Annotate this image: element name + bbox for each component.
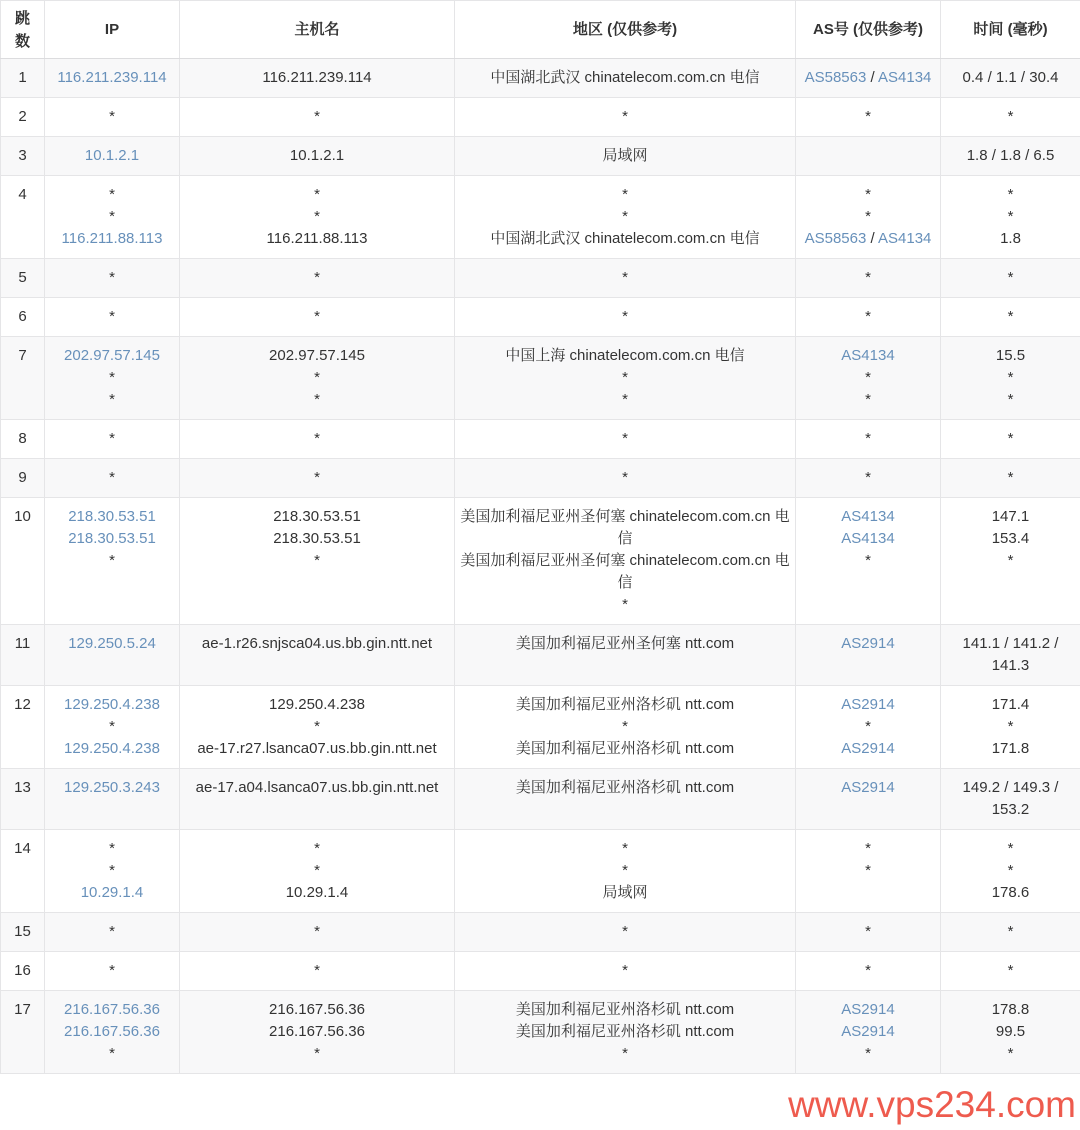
time-cell: [941, 137, 1080, 176]
as-cell: [796, 420, 941, 459]
ip-cell: [45, 176, 180, 259]
cell-text: 15.5: [995, 347, 1026, 364]
region-cell: [455, 59, 796, 98]
region-cell: [455, 830, 796, 913]
as-link[interactable]: AS2914: [841, 696, 895, 713]
time-cell: [941, 259, 1080, 298]
region-cell: [455, 625, 796, 686]
cell-text: *: [314, 269, 320, 286]
hop-cell: 10: [1, 498, 45, 625]
as-link[interactable]: AS4134: [841, 347, 895, 364]
table-row: [1, 420, 1080, 459]
region-cell: [455, 913, 796, 952]
cell-text: *: [622, 962, 628, 979]
hop-cell: 14: [1, 830, 45, 913]
as-link[interactable]: AS4134: [878, 230, 932, 247]
hostname-cell: [180, 176, 455, 259]
cell-text: *: [109, 840, 115, 857]
cell-text: *: [865, 718, 871, 735]
as-cell: [796, 298, 941, 337]
cell-text: 116.211.88.113: [266, 230, 368, 247]
time-cell: [941, 420, 1080, 459]
ip-cell: [45, 952, 180, 991]
cell-text: *: [1007, 840, 1014, 857]
ip-cell: [45, 625, 180, 686]
region-cell: [455, 952, 796, 991]
col-header-region: 地区 (仅供参考): [455, 1, 796, 59]
cell-text: *: [865, 1045, 871, 1062]
table-row: [1, 625, 1080, 686]
ip-link[interactable]: 129.250.3.243: [64, 779, 160, 796]
as-cell: [796, 830, 941, 913]
cell-text: ae-17.a04.lsanca07.us.bb.gin.ntt.net: [195, 779, 439, 796]
cell-text: *: [865, 391, 871, 408]
cell-text: 美国加利福尼亚州圣何塞 chinatelecom.com.cn 电信: [460, 508, 790, 547]
cell-text: *: [1007, 308, 1014, 325]
cell-text: *: [865, 862, 871, 879]
cell-text: *: [1007, 923, 1014, 940]
col-header-hop: 跳数: [1, 1, 45, 59]
cell-text: *: [865, 962, 871, 979]
cell-text: 中国湖北武汉 chinatelecom.com.cn 电信: [490, 69, 760, 86]
cell-text: 218.30.53.51: [273, 530, 361, 547]
time-cell: [941, 298, 1080, 337]
cell-text: *: [865, 208, 871, 225]
cell-text: 美国加利福尼亚州洛杉矶 ntt.com: [515, 696, 735, 713]
as-link[interactable]: AS2914: [841, 635, 895, 652]
as-link[interactable]: AS2914: [841, 1023, 895, 1040]
cell-text: *: [622, 718, 628, 735]
cell-text: *: [1007, 108, 1014, 125]
hostname-cell: [180, 98, 455, 137]
hop-cell: 15: [1, 913, 45, 952]
col-header-ip: IP: [45, 1, 180, 59]
ip-link[interactable]: 218.30.53.51: [68, 508, 156, 525]
as-link[interactable]: AS58563: [804, 69, 867, 86]
cell-text: *: [314, 1045, 320, 1062]
hostname-cell: [180, 137, 455, 176]
cell-text: *: [1007, 962, 1014, 979]
ip-cell: [45, 59, 180, 98]
ip-link[interactable]: 116.211.239.114: [57, 69, 167, 86]
watermark-text: www.vps234.com: [788, 1084, 1076, 1125]
cell-text: 153.4: [991, 530, 1030, 547]
table-row: [1, 259, 1080, 298]
as-cell: [796, 259, 941, 298]
cell-text: *: [622, 430, 628, 447]
ip-cell: [45, 498, 180, 625]
cell-text: 202.97.57.145: [269, 347, 365, 364]
col-header-hostname: 主机名: [180, 1, 455, 59]
ip-cell: [45, 769, 180, 830]
cell-text: 1.8 / 1.8 / 6.5: [966, 147, 1055, 164]
cell-text: *: [622, 208, 628, 225]
cell-text: 149.2 / 149.3 / 153.2: [962, 779, 1059, 818]
cell-text: *: [314, 718, 320, 735]
cell-text: *: [865, 308, 871, 325]
table-row: [1, 498, 1080, 625]
cell-text: 216.167.56.36: [269, 1023, 365, 1040]
cell-text: *: [865, 108, 871, 125]
ip-cell: [45, 991, 180, 1074]
cell-text: *: [865, 269, 871, 286]
as-link[interactable]: AS2914: [841, 740, 895, 757]
region-cell: [455, 337, 796, 420]
as-cell: [796, 176, 941, 259]
ip-cell: [45, 259, 180, 298]
cell-text: *: [622, 269, 628, 286]
ip-link[interactable]: 10.1.2.1: [84, 147, 140, 164]
cell-text: *: [109, 269, 115, 286]
table-row: [1, 59, 1080, 98]
cell-text: *: [1007, 1045, 1014, 1062]
cell-text: *: [314, 862, 320, 879]
cell-text: *: [109, 552, 115, 569]
col-header-time: 时间 (毫秒): [941, 1, 1080, 59]
as-cell: [796, 137, 941, 176]
as-cell: [796, 625, 941, 686]
ip-cell: [45, 830, 180, 913]
cell-text: *: [314, 186, 320, 203]
as-cell: [796, 459, 941, 498]
hostname-cell: [180, 59, 455, 98]
region-cell: [455, 769, 796, 830]
ip-cell: [45, 686, 180, 769]
hostname-cell: [180, 686, 455, 769]
cell-text: *: [622, 1045, 628, 1062]
hop-cell: 12: [1, 686, 45, 769]
cell-text: *: [865, 186, 871, 203]
hop-cell: 13: [1, 769, 45, 830]
cell-text: 99.5: [995, 1023, 1026, 1040]
time-cell: [941, 498, 1080, 625]
cell-text: *: [865, 923, 871, 940]
traceroute-rows: [1, 59, 1080, 1074]
cell-text: *: [314, 469, 320, 486]
table-row: [1, 459, 1080, 498]
as-link[interactable]: AS4134: [878, 69, 932, 86]
cell-text: 178.6: [991, 884, 1030, 901]
cell-text: 美国加利福尼亚州洛杉矶 ntt.com: [515, 1001, 735, 1018]
cell-text: *: [622, 840, 628, 857]
cell-text: *: [109, 208, 115, 225]
cell-text: *: [314, 369, 320, 386]
as-cell: [796, 952, 941, 991]
cell-text: ae-1.r26.snjsca04.us.bb.gin.ntt.net: [201, 635, 433, 652]
cell-text: *: [865, 430, 871, 447]
hop-cell: 6: [1, 298, 45, 337]
cell-text: *: [622, 108, 628, 125]
ip-link[interactable]: 218.30.53.51: [68, 530, 156, 547]
hostname-cell: [180, 830, 455, 913]
as-cell: [796, 498, 941, 625]
cell-text: *: [622, 391, 628, 408]
hop-cell: 7: [1, 337, 45, 420]
cell-text: *: [1007, 269, 1014, 286]
time-cell: [941, 337, 1080, 420]
col-header-asn: AS号 (仅供参考): [796, 1, 941, 59]
header-row: [1, 1, 1080, 59]
cell-text: *: [314, 391, 320, 408]
as-cell: [796, 913, 941, 952]
region-cell: [455, 298, 796, 337]
cell-text: /: [866, 69, 879, 86]
cell-text: *: [622, 596, 628, 613]
cell-text: *: [109, 718, 115, 735]
cell-text: *: [1007, 430, 1014, 447]
cell-text: 中国上海 chinatelecom.com.cn 电信: [505, 347, 745, 364]
cell-text: 中国湖北武汉 chinatelecom.com.cn 电信: [490, 230, 760, 247]
region-cell: [455, 420, 796, 459]
hostname-cell: [180, 298, 455, 337]
ip-link[interactable]: 129.250.4.238: [64, 696, 160, 713]
cell-text: ae-17.r27.lsanca07.us.bb.gin.ntt.net: [197, 740, 437, 757]
region-cell: [455, 498, 796, 625]
ip-cell: [45, 137, 180, 176]
cell-text: *: [1007, 718, 1014, 735]
hop-cell: 9: [1, 459, 45, 498]
hostname-cell: [180, 913, 455, 952]
cell-text: *: [109, 369, 115, 386]
cell-text: *: [314, 552, 320, 569]
cell-text: *: [109, 391, 115, 408]
ip-cell: [45, 98, 180, 137]
cell-text: /: [866, 230, 879, 247]
hostname-cell: [180, 337, 455, 420]
region-cell: [455, 176, 796, 259]
hostname-cell: [180, 459, 455, 498]
as-cell: [796, 98, 941, 137]
as-cell: [796, 991, 941, 1074]
time-cell: [941, 98, 1080, 137]
hop-cell: 1: [1, 59, 45, 98]
cell-text: *: [109, 862, 115, 879]
ip-cell: [45, 420, 180, 459]
cell-text: *: [1007, 862, 1014, 879]
cell-text: *: [865, 369, 871, 386]
cell-text: *: [109, 1045, 115, 1062]
table-row: [1, 952, 1080, 991]
ip-cell: [45, 459, 180, 498]
ip-link[interactable]: 10.29.1.4: [80, 884, 144, 901]
table-row: [1, 137, 1080, 176]
cell-text: *: [622, 186, 628, 203]
ip-cell: [45, 337, 180, 420]
cell-text: *: [1007, 469, 1014, 486]
cell-text: *: [314, 208, 320, 225]
cell-text: *: [314, 430, 320, 447]
cell-text: 局域网: [602, 884, 648, 901]
cell-text: *: [109, 430, 115, 447]
cell-text: *: [622, 469, 628, 486]
table-row: [1, 769, 1080, 830]
ip-link[interactable]: 116.211.88.113: [61, 230, 163, 247]
time-cell: [941, 769, 1080, 830]
ip-link[interactable]: 216.167.56.36: [64, 1023, 160, 1040]
cell-text: 171.4: [991, 696, 1030, 713]
table-row: [1, 298, 1080, 337]
ip-cell: [45, 913, 180, 952]
time-cell: [941, 59, 1080, 98]
cell-text: 美国加利福尼亚州圣何塞 ntt.com: [515, 635, 735, 652]
cell-text: *: [1007, 208, 1014, 225]
hostname-cell: [180, 769, 455, 830]
cell-text: *: [1007, 369, 1014, 386]
cell-text: *: [865, 840, 871, 857]
time-cell: [941, 952, 1080, 991]
hop-cell: 3: [1, 137, 45, 176]
cell-text: *: [109, 108, 115, 125]
as-link[interactable]: AS58563: [804, 230, 867, 247]
hop-cell: 16: [1, 952, 45, 991]
cell-text: 0.4 / 1.1 / 30.4: [962, 69, 1059, 86]
hop-cell: 11: [1, 625, 45, 686]
as-cell: [796, 337, 941, 420]
cell-text: *: [622, 862, 628, 879]
hostname-cell: [180, 625, 455, 686]
ip-link[interactable]: 129.250.4.238: [64, 740, 160, 757]
cell-text: 美国加利福尼亚州洛杉矶 ntt.com: [515, 1023, 735, 1040]
hop-cell: 4: [1, 176, 45, 259]
cell-text: 1.8: [1000, 230, 1021, 247]
ip-cell: [45, 298, 180, 337]
cell-text: *: [865, 469, 871, 486]
table-header: [1, 1, 1080, 59]
as-link[interactable]: AS2914: [841, 779, 895, 796]
hop-cell: 17: [1, 991, 45, 1074]
cell-text: 局域网: [602, 147, 648, 164]
cell-text: 10.1.2.1: [289, 147, 345, 164]
cell-text: 美国加利福尼亚州洛杉矶 ntt.com: [515, 779, 735, 796]
as-cell: [796, 769, 941, 830]
cell-text: *: [622, 369, 628, 386]
as-link[interactable]: AS2914: [841, 1001, 895, 1018]
hostname-cell: [180, 498, 455, 625]
cell-text: 216.167.56.36: [269, 1001, 365, 1018]
cell-text: 218.30.53.51: [273, 508, 361, 525]
hop-cell: 8: [1, 420, 45, 459]
time-cell: [941, 913, 1080, 952]
cell-text: *: [314, 308, 320, 325]
ip-link[interactable]: 129.250.5.24: [68, 635, 156, 652]
region-cell: [455, 259, 796, 298]
table-row: [1, 176, 1080, 259]
cell-text: 美国加利福尼亚州洛杉矶 ntt.com: [515, 740, 735, 757]
as-link[interactable]: AS4134: [841, 508, 895, 525]
as-cell: [796, 59, 941, 98]
hostname-cell: [180, 952, 455, 991]
table-row: [1, 830, 1080, 913]
cell-text: *: [314, 108, 320, 125]
cell-text: 141.1 / 141.2 / 141.3: [962, 635, 1059, 674]
time-cell: [941, 176, 1080, 259]
cell-text: *: [109, 923, 115, 940]
hostname-cell: [180, 991, 455, 1074]
time-cell: [941, 686, 1080, 769]
cell-text: *: [314, 962, 320, 979]
time-cell: [941, 625, 1080, 686]
table-row: [1, 991, 1080, 1074]
cell-text: *: [109, 469, 115, 486]
cell-text: *: [109, 962, 115, 979]
cell-text: *: [865, 552, 871, 569]
cell-text: *: [109, 308, 115, 325]
region-cell: [455, 98, 796, 137]
region-cell: [455, 459, 796, 498]
region-cell: [455, 991, 796, 1074]
table-row: [1, 686, 1080, 769]
cell-text: 171.8: [991, 740, 1030, 757]
time-cell: [941, 991, 1080, 1074]
cell-text: 178.8: [991, 1001, 1030, 1018]
cell-text: 美国加利福尼亚州圣何塞 chinatelecom.com.cn 电信: [460, 552, 790, 591]
cell-text: 116.211.239.114: [262, 69, 372, 86]
ip-link[interactable]: 216.167.56.36: [64, 1001, 160, 1018]
cell-text: *: [314, 840, 320, 857]
hop-cell: 2: [1, 98, 45, 137]
cell-text: *: [109, 186, 115, 203]
region-cell: [455, 137, 796, 176]
cell-text: *: [1007, 552, 1014, 569]
cell-text: *: [314, 923, 320, 940]
cell-text: 129.250.4.238: [269, 696, 365, 713]
cell-text: *: [1007, 391, 1014, 408]
table-row: [1, 913, 1080, 952]
hostname-cell: [180, 420, 455, 459]
ip-link[interactable]: 202.97.57.145: [64, 347, 160, 364]
cell-text: 10.29.1.4: [285, 884, 349, 901]
hop-cell: 5: [1, 259, 45, 298]
hostname-cell: [180, 259, 455, 298]
time-cell: [941, 459, 1080, 498]
cell-text: *: [622, 923, 628, 940]
cell-text: *: [1007, 186, 1014, 203]
region-cell: [455, 686, 796, 769]
as-cell: [796, 686, 941, 769]
as-link[interactable]: AS4134: [841, 530, 895, 547]
cell-text: 147.1: [991, 508, 1030, 525]
time-cell: [941, 830, 1080, 913]
table-row: [1, 337, 1080, 420]
cell-text: *: [622, 308, 628, 325]
table-row: [1, 98, 1080, 137]
